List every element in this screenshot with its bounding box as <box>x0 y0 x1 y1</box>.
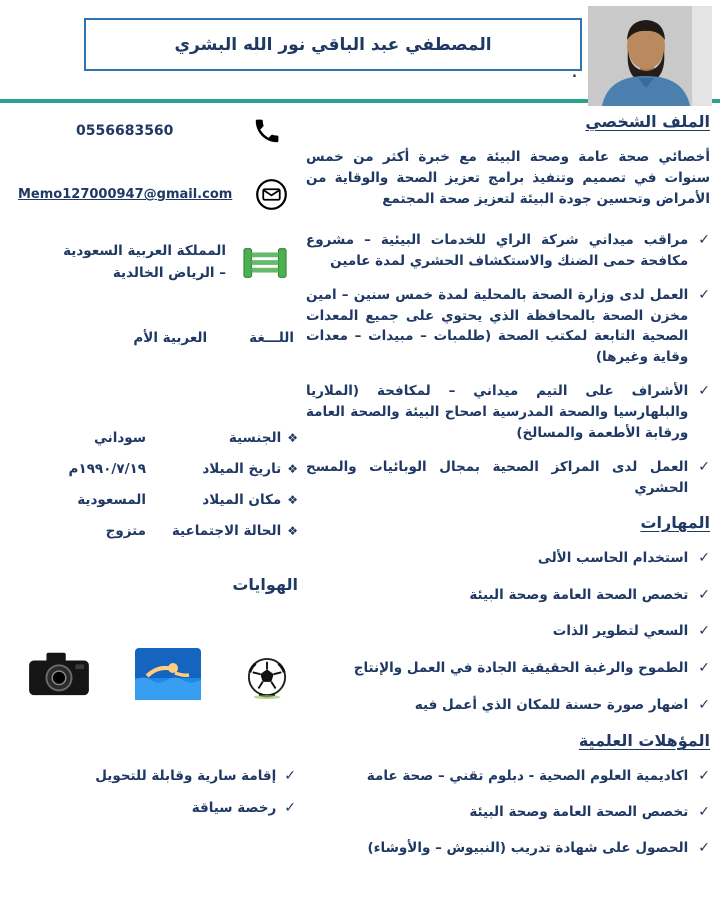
diamond-bullet-icon: ❖ <box>287 431 298 446</box>
phone-icon <box>252 116 282 146</box>
profile-section-title: الملف الشخصي <box>585 112 710 131</box>
language-row <box>12 330 300 346</box>
diamond-bullet-icon: ❖ <box>287 493 298 508</box>
qualification-item: ✓ اكاديمية العلوم الصحية - دبلوم تقني – صحة عامة <box>306 766 710 788</box>
profile-summary: أخصائي صحة عامة وصحة البيئة مع خبرة أكثر من خمس سنوات في تصميم وتنفيذ برامج تعزيز الصحة والوقاية من الأمراض وتحسين جودة البيئة لتعزيز صحة المجتمع <box>306 149 710 207</box>
check-icon: ✓ <box>284 768 296 785</box>
nationality-value: سوداني <box>93 430 146 447</box>
camera-icon <box>28 646 90 704</box>
check-icon: ✓ <box>698 231 710 248</box>
check-icon: ✓ <box>698 549 710 566</box>
swimmer-icon <box>135 648 201 704</box>
qualification-item: ✓ تخصص الصحة العامة وصحة البيئة <box>306 802 710 824</box>
birthplace-row <box>12 492 300 508</box>
address-icon <box>242 245 288 281</box>
address-row <box>12 241 300 284</box>
experience-item: ✓ الأشراف على التيم ميداني – لمكافحة (الملاريا والبلهارسيا والصحة المدرسية اصحاح البيئة والصحة العامة ورقابة الأطعمة والمسالخ) <box>306 383 710 442</box>
check-icon: ✓ <box>698 804 710 821</box>
skill-item: ✓ السعي لتطوير الذات <box>306 621 710 643</box>
email-link[interactable]: Memo127000947@gmail.com <box>18 187 233 202</box>
address-text: المملكة العربية السعودية – الرياض الخالدية <box>63 243 226 281</box>
check-icon: ✓ <box>698 696 710 713</box>
experience-item: ✓ العمل لدى المراكز الصحية بمجال الوبائيات والمسح الحشري <box>306 459 710 496</box>
skill-item: ✓ استخدام الحاسب الألى <box>306 548 710 570</box>
nationality-row <box>12 430 300 446</box>
marital-status-label: الحالة الاجتماعية <box>171 523 282 540</box>
phone-number: 0556683560 <box>76 123 174 139</box>
birthplace-label: مكان الميلاد <box>202 492 282 509</box>
check-icon: ✓ <box>698 459 710 476</box>
check-icon: ✓ <box>698 286 710 303</box>
language-value: العربية الأم <box>133 330 208 347</box>
birthdate-label: تاريخ الميلاد <box>202 461 282 478</box>
experience-item: ✓ العمل لدى وزارة الصحة بالمحلية لمدة خمس سنين – امين مخزن الصحة بالمحافظة الذي يحتوي على جميع المعدات الصحية التابعة لمكتب الصحة (طلمبات – مبيدات – معدات وقاية وغيرها) <box>306 286 710 366</box>
check-icon: ✓ <box>698 383 710 400</box>
portrait-image <box>588 6 712 106</box>
language-label: اللـــغة <box>249 330 294 347</box>
envelope-icon <box>255 178 288 211</box>
name-box <box>84 18 582 71</box>
driving-license-text: رخصة سياقة <box>191 800 277 817</box>
skill-item: ✓ اضهار صورة حسنة للمكان الذي أعمل فيه <box>306 695 710 717</box>
marital-status-row <box>12 523 300 539</box>
profile-photo <box>588 6 712 106</box>
check-icon: ✓ <box>698 659 710 676</box>
qualification-item: ✓ الحصول على شهادة تدريب (النبيوش – والأوشاء) <box>306 838 710 860</box>
skills-section <box>306 513 710 716</box>
experience-item: ✓ مراقب ميداني شركة الراي للخدمات البيئية – مشروع مكافحة حمى الضنك والاستكشاف الحشري لمدة عامين <box>306 231 710 269</box>
skill-item: ✓ تخصص الصحة العامة وصحة البيئة <box>306 585 710 607</box>
skills-section-title: المهارات <box>640 512 710 532</box>
marital-status-value: متزوج <box>105 523 146 540</box>
hobbies-title: الهوايات <box>232 575 298 595</box>
nationality-label: الجنسية <box>228 430 282 447</box>
check-icon: ✓ <box>698 768 710 785</box>
email-row <box>12 178 300 211</box>
contact-sidebar <box>12 108 300 816</box>
phone-row <box>12 116 300 146</box>
diamond-bullet-icon: ❖ <box>287 524 298 539</box>
residence-text: إقامة سارية وقابلة للتحويل <box>95 768 277 785</box>
check-icon: ✓ <box>698 586 710 603</box>
hobbies-icons-row <box>12 646 300 704</box>
birthdate-value: ١٩٩٠/٧/١٩م <box>68 461 146 478</box>
check-icon: ✓ <box>698 623 710 640</box>
main-content <box>306 112 710 873</box>
qualifications-section-title: المؤهلات العلمية <box>578 731 710 751</box>
birthdate-row <box>12 461 300 477</box>
name-dot: . <box>572 66 577 81</box>
check-icon: ✓ <box>284 800 296 817</box>
birthplace-value: المسعودية <box>77 492 146 509</box>
candidate-name: المصطفي عبد الباقي نور الله البشري <box>174 34 492 55</box>
skill-item: ✓ الطموح والرغبة الحقيقية الجادة في العمل والإنتاج <box>306 658 710 680</box>
soccer-ball-icon <box>246 656 288 704</box>
diamond-bullet-icon: ❖ <box>287 462 298 477</box>
driving-license-item <box>12 800 300 816</box>
check-icon: ✓ <box>698 839 710 856</box>
qualifications-section <box>306 731 710 859</box>
residence-item <box>12 768 300 784</box>
